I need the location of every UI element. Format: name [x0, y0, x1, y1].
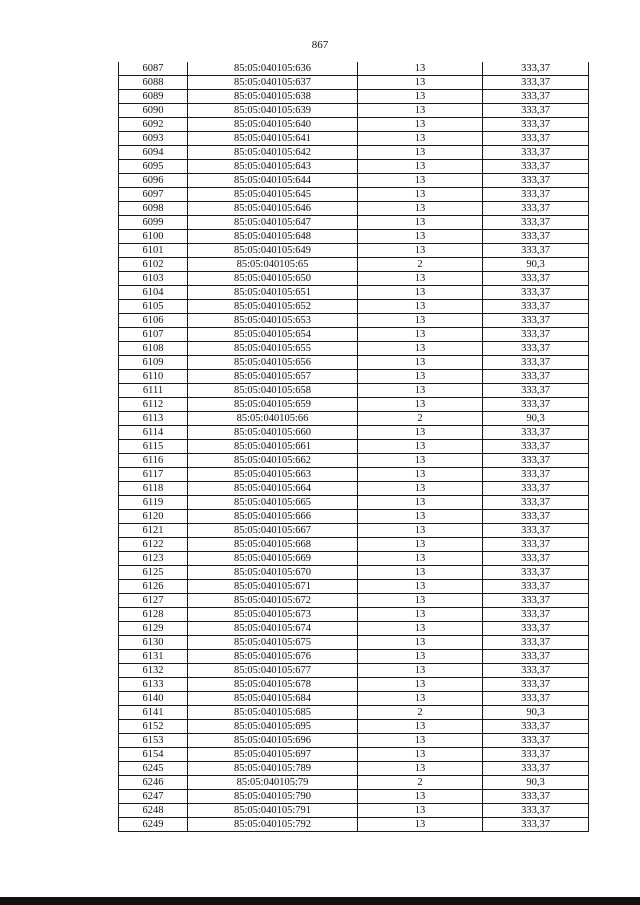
table-row [119, 538, 589, 552]
row-number-cell: 6117 [119, 468, 188, 482]
row-number-cell: 6098 [119, 202, 188, 216]
count-cell: 13 [358, 272, 483, 286]
row-number-cell: 6099 [119, 216, 188, 230]
row-number-cell: 6120 [119, 510, 188, 524]
table-row [119, 244, 589, 258]
area-cell: 90,3 [483, 258, 589, 272]
count-cell: 13 [358, 342, 483, 356]
table-row [119, 720, 589, 734]
cadastral-number-cell: 85:05:040105:65 [188, 258, 358, 272]
cadastral-number-cell: 85:05:040105:696 [188, 734, 358, 748]
row-number-cell: 6088 [119, 76, 188, 90]
count-cell: 13 [358, 804, 483, 818]
row-number-cell: 6114 [119, 426, 188, 440]
cadastral-number-cell: 85:05:040105:677 [188, 664, 358, 678]
count-cell: 13 [358, 454, 483, 468]
table-row [119, 482, 589, 496]
table-row [119, 384, 589, 398]
area-cell: 333,37 [483, 720, 589, 734]
count-cell: 13 [358, 230, 483, 244]
area-cell: 333,37 [483, 496, 589, 510]
cadastral-number-cell: 85:05:040105:792 [188, 818, 358, 832]
count-cell: 13 [358, 566, 483, 580]
area-cell: 333,37 [483, 118, 589, 132]
row-number-cell: 6105 [119, 300, 188, 314]
count-cell: 13 [358, 580, 483, 594]
parcel-table [118, 62, 589, 832]
cadastral-number-cell: 85:05:040105:790 [188, 790, 358, 804]
row-number-cell: 6133 [119, 678, 188, 692]
row-number-cell: 6245 [119, 762, 188, 776]
row-number-cell: 6096 [119, 174, 188, 188]
count-cell: 13 [358, 538, 483, 552]
area-cell: 333,37 [483, 440, 589, 454]
count-cell: 13 [358, 202, 483, 216]
cadastral-number-cell: 85:05:040105:647 [188, 216, 358, 230]
table-row [119, 146, 589, 160]
table-row [119, 174, 589, 188]
count-cell: 13 [358, 720, 483, 734]
cadastral-number-cell: 85:05:040105:673 [188, 608, 358, 622]
area-cell: 90,3 [483, 776, 589, 790]
table-row [119, 216, 589, 230]
area-cell: 333,37 [483, 90, 589, 104]
cadastral-number-cell: 85:05:040105:636 [188, 62, 358, 76]
count-cell: 2 [358, 776, 483, 790]
table-row [119, 692, 589, 706]
area-cell: 333,37 [483, 650, 589, 664]
table-row [119, 650, 589, 664]
table-row [119, 230, 589, 244]
row-number-cell: 6121 [119, 524, 188, 538]
table-row [119, 580, 589, 594]
area-cell: 333,37 [483, 160, 589, 174]
row-number-cell: 6116 [119, 454, 188, 468]
table-row [119, 104, 589, 118]
area-cell: 333,37 [483, 594, 589, 608]
cadastral-number-cell: 85:05:040105:672 [188, 594, 358, 608]
table-row [119, 608, 589, 622]
count-cell: 13 [358, 622, 483, 636]
count-cell: 13 [358, 132, 483, 146]
table-row [119, 342, 589, 356]
cadastral-number-cell: 85:05:040105:654 [188, 328, 358, 342]
count-cell: 13 [358, 216, 483, 230]
area-cell: 333,37 [483, 230, 589, 244]
cadastral-number-cell: 85:05:040105:650 [188, 272, 358, 286]
cadastral-number-cell: 85:05:040105:651 [188, 286, 358, 300]
cadastral-number-cell: 85:05:040105:685 [188, 706, 358, 720]
table-row [119, 510, 589, 524]
row-number-cell: 6152 [119, 720, 188, 734]
row-number-cell: 6123 [119, 552, 188, 566]
table-row [119, 412, 589, 426]
count-cell: 13 [358, 300, 483, 314]
table-row [119, 202, 589, 216]
row-number-cell: 6092 [119, 118, 188, 132]
table-row [119, 496, 589, 510]
table-row [119, 454, 589, 468]
count-cell: 13 [358, 790, 483, 804]
area-cell: 333,37 [483, 188, 589, 202]
row-number-cell: 6122 [119, 538, 188, 552]
table-row [119, 76, 589, 90]
row-number-cell: 6127 [119, 594, 188, 608]
count-cell: 13 [358, 62, 483, 76]
row-number-cell: 6129 [119, 622, 188, 636]
area-cell: 333,37 [483, 524, 589, 538]
area-cell: 90,3 [483, 706, 589, 720]
table-row [119, 804, 589, 818]
row-number-cell: 6087 [119, 62, 188, 76]
table-row [119, 678, 589, 692]
cadastral-number-cell: 85:05:040105:641 [188, 132, 358, 146]
row-number-cell: 6100 [119, 230, 188, 244]
count-cell: 13 [358, 748, 483, 762]
row-number-cell: 6104 [119, 286, 188, 300]
cadastral-number-cell: 85:05:040105:664 [188, 482, 358, 496]
area-cell: 333,37 [483, 398, 589, 412]
area-cell: 333,37 [483, 678, 589, 692]
row-number-cell: 6115 [119, 440, 188, 454]
cadastral-number-cell: 85:05:040105:670 [188, 566, 358, 580]
count-cell: 13 [358, 356, 483, 370]
table-row [119, 552, 589, 566]
count-cell: 13 [358, 146, 483, 160]
table-row [119, 258, 589, 272]
row-number-cell: 6102 [119, 258, 188, 272]
cadastral-number-cell: 85:05:040105:668 [188, 538, 358, 552]
count-cell: 13 [358, 734, 483, 748]
area-cell: 333,37 [483, 104, 589, 118]
count-cell: 13 [358, 328, 483, 342]
area-cell: 333,37 [483, 804, 589, 818]
count-cell: 13 [358, 174, 483, 188]
count-cell: 13 [358, 76, 483, 90]
row-number-cell: 6095 [119, 160, 188, 174]
count-cell: 2 [358, 258, 483, 272]
table-row [119, 664, 589, 678]
count-cell: 13 [358, 608, 483, 622]
table-row [119, 160, 589, 174]
cadastral-number-cell: 85:05:040105:789 [188, 762, 358, 776]
cadastral-number-cell: 85:05:040105:653 [188, 314, 358, 328]
count-cell: 13 [358, 594, 483, 608]
row-number-cell: 6107 [119, 328, 188, 342]
table-row [119, 356, 589, 370]
table-row [119, 314, 589, 328]
table-row [119, 622, 589, 636]
area-cell: 333,37 [483, 580, 589, 594]
count-cell: 13 [358, 314, 483, 328]
row-number-cell: 6248 [119, 804, 188, 818]
count-cell: 13 [358, 762, 483, 776]
area-cell: 333,37 [483, 426, 589, 440]
area-cell: 90,3 [483, 412, 589, 426]
table-row [119, 132, 589, 146]
cadastral-number-cell: 85:05:040105:678 [188, 678, 358, 692]
area-cell: 333,37 [483, 692, 589, 706]
area-cell: 333,37 [483, 216, 589, 230]
table-row [119, 118, 589, 132]
row-number-cell: 6125 [119, 566, 188, 580]
cadastral-number-cell: 85:05:040105:675 [188, 636, 358, 650]
area-cell: 333,37 [483, 146, 589, 160]
count-cell: 13 [358, 482, 483, 496]
row-number-cell: 6103 [119, 272, 188, 286]
table-row [119, 370, 589, 384]
row-number-cell: 6093 [119, 132, 188, 146]
count-cell: 13 [358, 118, 483, 132]
cadastral-number-cell: 85:05:040105:674 [188, 622, 358, 636]
table-row [119, 818, 589, 832]
count-cell: 13 [358, 384, 483, 398]
count-cell: 13 [358, 524, 483, 538]
count-cell: 13 [358, 244, 483, 258]
area-cell: 333,37 [483, 482, 589, 496]
cadastral-number-cell: 85:05:040105:661 [188, 440, 358, 454]
table-row [119, 748, 589, 762]
area-cell: 333,37 [483, 370, 589, 384]
row-number-cell: 6110 [119, 370, 188, 384]
table-row [119, 790, 589, 804]
table-row [119, 272, 589, 286]
table-row [119, 62, 589, 76]
cadastral-number-cell: 85:05:040105:663 [188, 468, 358, 482]
table-row [119, 706, 589, 720]
area-cell: 333,37 [483, 356, 589, 370]
cadastral-number-cell: 85:05:040105:644 [188, 174, 358, 188]
area-cell: 333,37 [483, 468, 589, 482]
table-row [119, 440, 589, 454]
area-cell: 333,37 [483, 314, 589, 328]
area-cell: 333,37 [483, 538, 589, 552]
table-row [119, 90, 589, 104]
area-cell: 333,37 [483, 748, 589, 762]
area-cell: 333,37 [483, 566, 589, 580]
count-cell: 13 [358, 188, 483, 202]
area-cell: 333,37 [483, 510, 589, 524]
area-cell: 333,37 [483, 636, 589, 650]
cadastral-number-cell: 85:05:040105:662 [188, 454, 358, 468]
cadastral-number-cell: 85:05:040105:697 [188, 748, 358, 762]
cadastral-number-cell: 85:05:040105:665 [188, 496, 358, 510]
area-cell: 333,37 [483, 132, 589, 146]
cadastral-number-cell: 85:05:040105:652 [188, 300, 358, 314]
cadastral-number-cell: 85:05:040105:642 [188, 146, 358, 160]
count-cell: 13 [358, 160, 483, 174]
row-number-cell: 6126 [119, 580, 188, 594]
cadastral-number-cell: 85:05:040105:643 [188, 160, 358, 174]
area-cell: 333,37 [483, 664, 589, 678]
area-cell: 333,37 [483, 328, 589, 342]
cadastral-number-cell: 85:05:040105:659 [188, 398, 358, 412]
row-number-cell: 6247 [119, 790, 188, 804]
row-number-cell: 6140 [119, 692, 188, 706]
row-number-cell: 6112 [119, 398, 188, 412]
parcel-table-body [119, 62, 589, 832]
cadastral-number-cell: 85:05:040105:658 [188, 384, 358, 398]
cadastral-number-cell: 85:05:040105:660 [188, 426, 358, 440]
count-cell: 13 [358, 552, 483, 566]
table-row [119, 776, 589, 790]
row-number-cell: 6141 [119, 706, 188, 720]
row-number-cell: 6131 [119, 650, 188, 664]
table-row [119, 566, 589, 580]
row-number-cell: 6113 [119, 412, 188, 426]
area-cell: 333,37 [483, 818, 589, 832]
cadastral-number-cell: 85:05:040105:79 [188, 776, 358, 790]
row-number-cell: 6106 [119, 314, 188, 328]
table-row [119, 524, 589, 538]
cadastral-number-cell: 85:05:040105:656 [188, 356, 358, 370]
count-cell: 13 [358, 398, 483, 412]
row-number-cell: 6153 [119, 734, 188, 748]
count-cell: 13 [358, 286, 483, 300]
row-number-cell: 6097 [119, 188, 188, 202]
cadastral-number-cell: 85:05:040105:66 [188, 412, 358, 426]
page-number: 867 [311, 39, 329, 51]
scan-bottom-edge [0, 897, 640, 905]
count-cell: 13 [358, 510, 483, 524]
table-row [119, 594, 589, 608]
row-number-cell: 6094 [119, 146, 188, 160]
cadastral-number-cell: 85:05:040105:671 [188, 580, 358, 594]
count-cell: 13 [358, 104, 483, 118]
count-cell: 13 [358, 650, 483, 664]
cadastral-number-cell: 85:05:040105:646 [188, 202, 358, 216]
row-number-cell: 6132 [119, 664, 188, 678]
area-cell: 333,37 [483, 62, 589, 76]
row-number-cell: 6101 [119, 244, 188, 258]
table-row [119, 762, 589, 776]
table-row [119, 188, 589, 202]
cadastral-number-cell: 85:05:040105:638 [188, 90, 358, 104]
count-cell: 13 [358, 426, 483, 440]
cadastral-number-cell: 85:05:040105:648 [188, 230, 358, 244]
area-cell: 333,37 [483, 762, 589, 776]
cadastral-number-cell: 85:05:040105:657 [188, 370, 358, 384]
area-cell: 333,37 [483, 454, 589, 468]
row-number-cell: 6128 [119, 608, 188, 622]
area-cell: 333,37 [483, 76, 589, 90]
table-row [119, 636, 589, 650]
row-number-cell: 6109 [119, 356, 188, 370]
count-cell: 2 [358, 706, 483, 720]
row-number-cell: 6118 [119, 482, 188, 496]
area-cell: 333,37 [483, 790, 589, 804]
area-cell: 333,37 [483, 244, 589, 258]
area-cell: 333,37 [483, 552, 589, 566]
cadastral-number-cell: 85:05:040105:649 [188, 244, 358, 258]
table-row [119, 468, 589, 482]
area-cell: 333,37 [483, 384, 589, 398]
area-cell: 333,37 [483, 342, 589, 356]
count-cell: 13 [358, 818, 483, 832]
row-number-cell: 6108 [119, 342, 188, 356]
cadastral-number-cell: 85:05:040105:637 [188, 76, 358, 90]
count-cell: 2 [358, 412, 483, 426]
cadastral-number-cell: 85:05:040105:791 [188, 804, 358, 818]
row-number-cell: 6246 [119, 776, 188, 790]
count-cell: 13 [358, 468, 483, 482]
cadastral-number-cell: 85:05:040105:676 [188, 650, 358, 664]
row-number-cell: 6090 [119, 104, 188, 118]
count-cell: 13 [358, 678, 483, 692]
row-number-cell: 6154 [119, 748, 188, 762]
cadastral-number-cell: 85:05:040105:667 [188, 524, 358, 538]
table-row [119, 300, 589, 314]
cadastral-number-cell: 85:05:040105:666 [188, 510, 358, 524]
table-row [119, 426, 589, 440]
row-number-cell: 6089 [119, 90, 188, 104]
cadastral-number-cell: 85:05:040105:655 [188, 342, 358, 356]
cadastral-number-cell: 85:05:040105:695 [188, 720, 358, 734]
area-cell: 333,37 [483, 300, 589, 314]
area-cell: 333,37 [483, 622, 589, 636]
row-number-cell: 6249 [119, 818, 188, 832]
area-cell: 333,37 [483, 734, 589, 748]
cadastral-number-cell: 85:05:040105:669 [188, 552, 358, 566]
count-cell: 13 [358, 496, 483, 510]
cadastral-number-cell: 85:05:040105:640 [188, 118, 358, 132]
table-row [119, 734, 589, 748]
area-cell: 333,37 [483, 272, 589, 286]
count-cell: 13 [358, 692, 483, 706]
area-cell: 333,37 [483, 286, 589, 300]
table-row [119, 328, 589, 342]
cadastral-number-cell: 85:05:040105:645 [188, 188, 358, 202]
count-cell: 13 [358, 440, 483, 454]
row-number-cell: 6130 [119, 636, 188, 650]
table-row [119, 398, 589, 412]
count-cell: 13 [358, 664, 483, 678]
row-number-cell: 6119 [119, 496, 188, 510]
area-cell: 333,37 [483, 174, 589, 188]
count-cell: 13 [358, 90, 483, 104]
cadastral-number-cell: 85:05:040105:639 [188, 104, 358, 118]
area-cell: 333,37 [483, 608, 589, 622]
table-row [119, 286, 589, 300]
area-cell: 333,37 [483, 202, 589, 216]
row-number-cell: 6111 [119, 384, 188, 398]
cadastral-number-cell: 85:05:040105:684 [188, 692, 358, 706]
count-cell: 13 [358, 370, 483, 384]
count-cell: 13 [358, 636, 483, 650]
